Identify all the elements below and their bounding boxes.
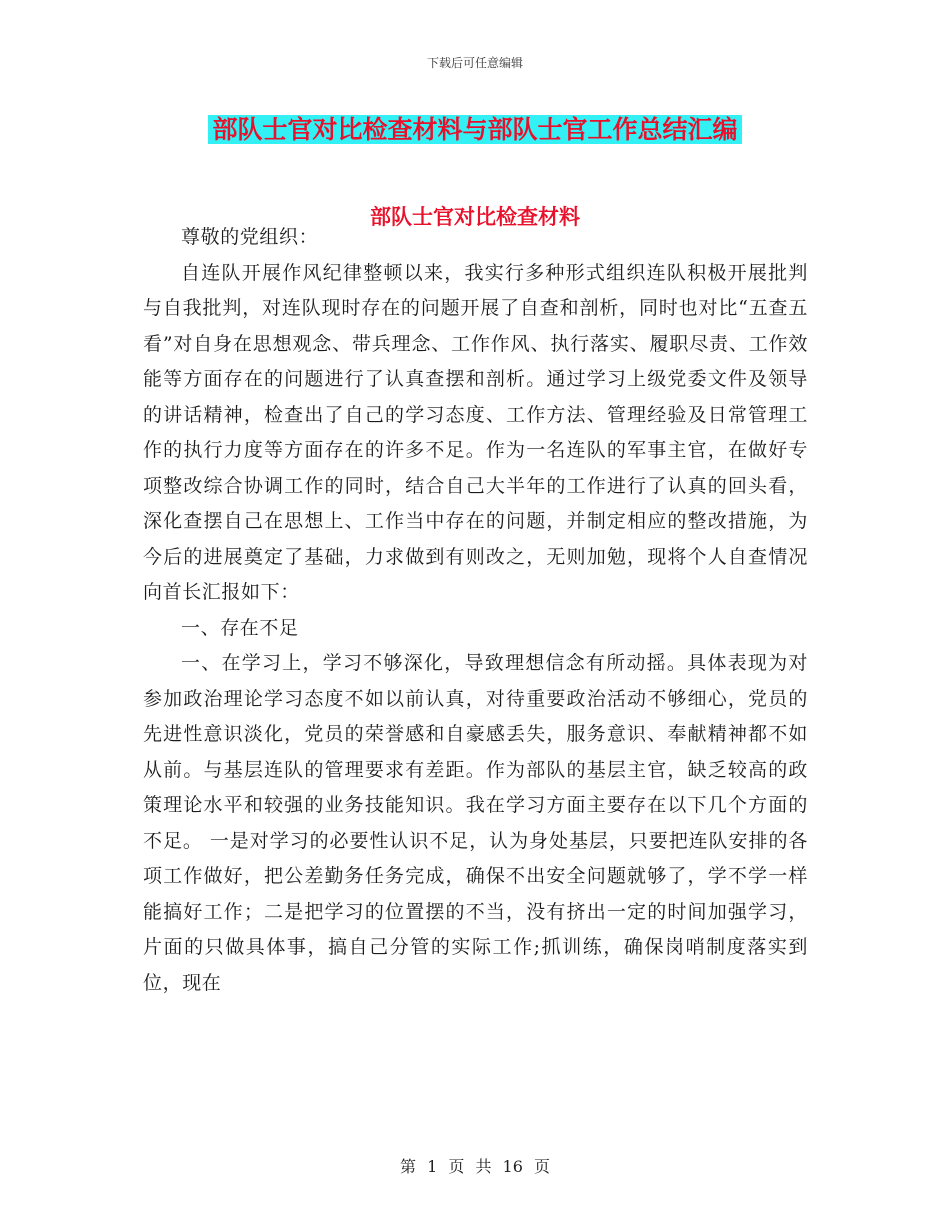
section-heading: 一、存在不足 [181,616,299,639]
main-title [0,112,950,148]
study-paragraph: 一、在学习上，学习不够深化，导致理想信念有所动摇。具体表现为对参加政治理论学习态度不如以前认真，对待重要政治活动不够细心，党员的先进性意识淡化，党员的荣誉感和自豪感丢失，服务意识、奉献精神都不如从前。与基层连队的管理要求有差距。作为部队的基层主官，缺乏较高的政策理论水平和较强的业务技能知识。我在学习方面主要存在以下几个方面的不足。 一是对学习的必要性认识不足，认为身处基层，只要把连队安排的各项工作做好，把公差勤务任务完成，确保不出安全问题就够了，学不学一样能搞好工作；二是把学习的位置摆的不当，没有挤出一定的时间加强学习，片面的只做具体事，搞自己分管的实际工作;抓训练，确保岗哨制度落实到位，现在 [143,652,808,994]
main-title-text: 部队士官对比检查材料与部队士官工作总结汇编 [208,115,741,144]
header-note: 下载后可任意编辑 [426,56,523,70]
intro-paragraph: 自连队开展作风纪律整顿以来，我实行多种形式组织连队积极开展批判与自我批判，对连队现时存在的问题开展了自查和剖析，同时也对比“五查五看”对自身在思想观念、带兵理念、工作作风、执行落实、履职尽责、工作效能等方面存在的问题进行了认真查摆和剖析。通过学习上级党委文件及领导的讲话精神，检查出了自己的学习态度、工作方法、管理经验及日常管理工作的执行力度等方面存在的许多不足。作为一名连队的军事主官，在做好专项整改综合协调工作的同时，结合自己大半年的工作进行了认真的回头看，深化查摆自己在思想上、工作当中存在的问题，并制定相应的整改措施，为今后的进展奠定了基础，力求做到有则改之，无则加勉，现将个人自查情况向首长汇报如下： [143,261,808,603]
sub-title: 部队士官对比检查材料 [370,205,580,229]
greeting-paragraph: 尊敬的党组织： [181,226,319,248]
page-footer: 第 1 页 共 16 页 [400,1157,550,1176]
document-body [143,220,808,1001]
